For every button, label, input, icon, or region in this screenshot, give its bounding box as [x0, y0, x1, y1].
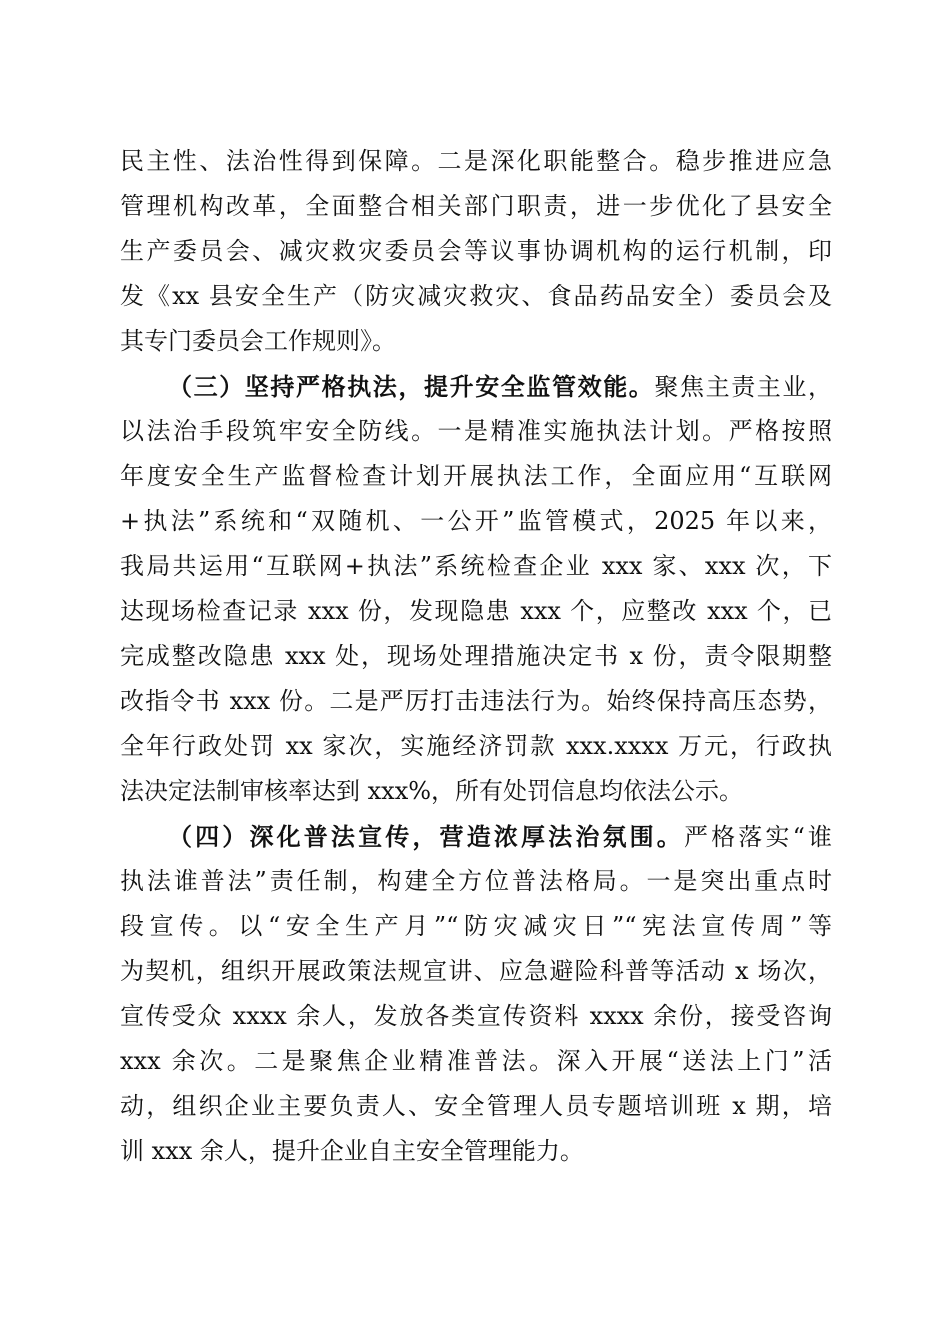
text-line: 宣传受众 xxxx 余人，发放各类宣传资料 xxxx 余份，接受咨询: [120, 1002, 832, 1030]
text-line: 发《xx 县安全生产（防灾减灾救灾、食品药品安全）委员会及: [120, 282, 832, 310]
text-line: 管理机构改革，全面整合相关部门职责，进一步优化了县安全: [120, 192, 832, 220]
text-line: 完成整改隐患 xxx 处，现场处理措施决定书 x 份，责令限期整: [120, 642, 832, 670]
text-line: 生产委员会、减灾救灾委员会等议事协调机构的运行机制，印: [120, 237, 832, 265]
text-line: 法决定法制审核率达到 xxx%，所有处罚信息均依法公示。: [120, 777, 744, 805]
text-line: 达现场检查记录 xxx 份，发现隐患 xxx 个，应整改 xxx 个，已: [120, 597, 832, 625]
text-line: 其专门委员会工作规则》。: [120, 327, 396, 355]
section-heading-4: （四）深化普法宣传，营造浓厚法治氛围。: [168, 822, 684, 851]
text-line: 我局共运用“互联网+执法”系统检查企业 xxx 家、xxx 次，下: [120, 552, 832, 580]
section-heading-3: （三）坚持严格执法，提升安全监管效能。: [168, 372, 655, 401]
paragraph-first-line: [120, 814, 832, 859]
text-line: 执法谁普法”责任制，构建全方位普法格局。一是突出重点时: [120, 867, 832, 895]
paragraph-legal-publicity: [120, 814, 832, 1174]
text-line: 为契机，组织开展政策法规宣讲、应急避险科普等活动 x 场次，: [120, 957, 832, 985]
text-line: 以法治手段筑牢安全防线。一是精准实施执法计划。严格按照: [120, 417, 832, 445]
paragraph-first-line: [120, 364, 832, 409]
document-body: [120, 139, 832, 1174]
text-line: xxx 余次。二是聚焦企业精准普法。深入开展“送法上门”活: [120, 1047, 832, 1075]
paragraph-institutional-reform: [120, 139, 832, 364]
paragraph-strict-enforcement: [120, 364, 832, 814]
text-fragment: 严格落实“谁: [683, 823, 832, 851]
text-line: 动，组织企业主要负责人、安全管理人员专题培训班 x 期，培: [120, 1092, 832, 1120]
text-line: 民主性、法治性得到保障。二是深化职能整合。稳步推进应急: [120, 147, 832, 175]
text-line: +执法”系统和“双随机、一公开”监管模式，2025 年以来，: [120, 507, 832, 535]
text-line: 改指令书 xxx 份。二是严厉打击违法行为。始终保持高压态势，: [120, 687, 832, 715]
text-line: 年度安全生产监督检查计划开展执法工作，全面应用“互联网: [120, 462, 832, 490]
text-line: 段宣传。以“安全生产月”“防灾减灾日”“宪法宣传周”等: [120, 912, 832, 940]
text-line: 全年行政处罚 xx 家次，实施经济罚款 xxx.xxxx 万元，行政执: [120, 732, 832, 760]
text-line: 训 xxx 余人，提升企业自主安全管理能力。: [120, 1137, 584, 1165]
text-fragment: 聚焦主责主业，: [654, 373, 833, 401]
